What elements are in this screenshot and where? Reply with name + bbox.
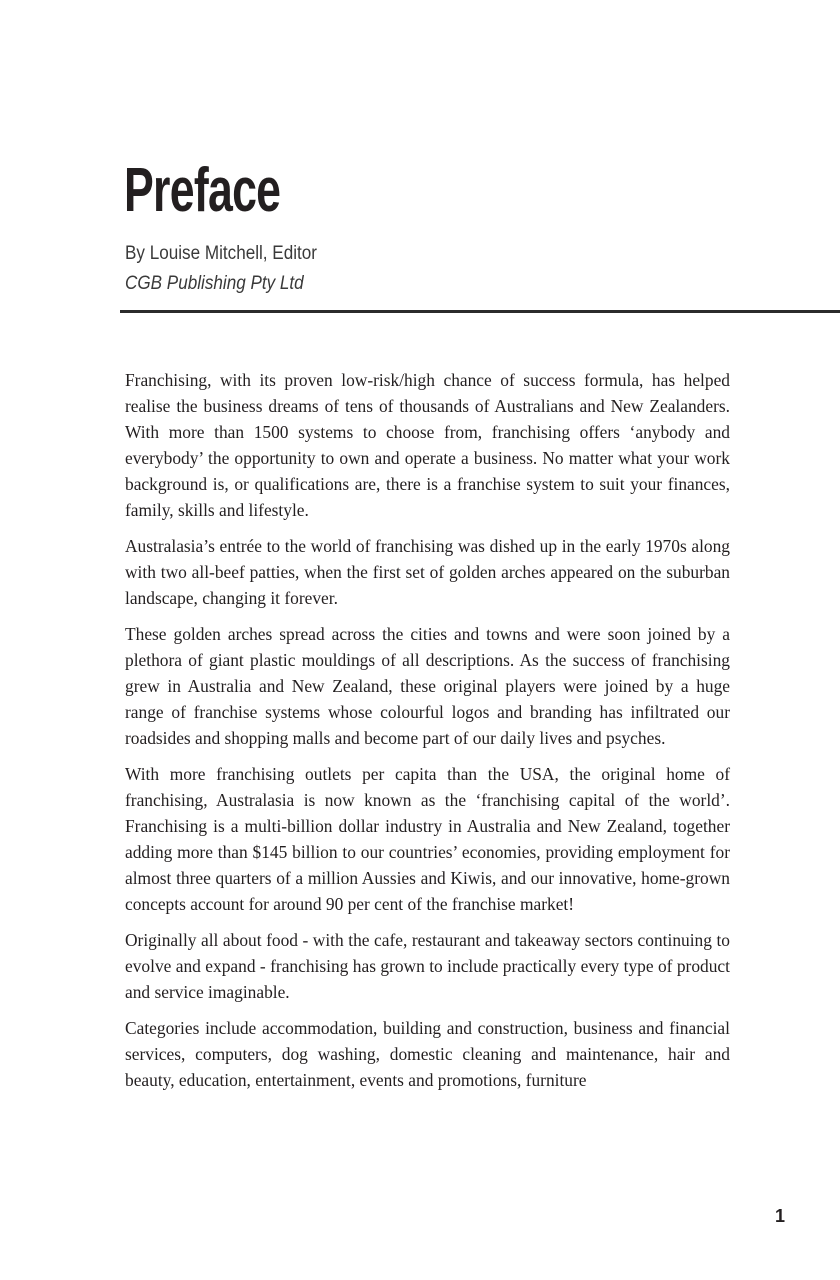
page-title: Preface <box>124 156 281 225</box>
publisher-name: CGB Publishing Pty Ltd <box>125 273 304 294</box>
paragraph: Australasia’s entrée to the world of franchising was dished up in the early 1970s along with two all-beef patties, when the first set of golden arches appeared on the suburban landscape, changing it forever. <box>125 536 730 608</box>
author-byline: By Louise Mitchell, Editor <box>125 243 317 264</box>
paragraph: These golden arches spread across the cities and towns and were soon joined by a plethora of giant plastic mouldings of all descriptions. As the success of franchising grew in Australia and New Zealand, these original players were joined by a huge range of franchise systems whose colourful logos and branding has infiltrated our roadsides and shopping malls and become part of our daily lives and psyches. <box>125 624 730 748</box>
paragraph: With more franchising outlets per capita than the USA, the original home of franchising, Australasia is now known as the ‘franchising capital of the world’. Franchising is a multi-billion dollar industry in Australia and New Zealand, together adding more than $145 billion to our countries’ economies, providing employment for almost three quarters of a million Aussies and Kiwis, and our innovative, home-grown concepts account for around 90 per cent of the franchise market! <box>125 764 730 914</box>
paragraph: Originally all about food - with the cafe, restaurant and takeaway sectors continuing to evolve and expand - franchising has grown to include practically every type of product and service imaginable. <box>125 930 730 1002</box>
body-text <box>125 367 730 1103</box>
header-divider <box>120 310 840 313</box>
paragraph: Categories include accommodation, building and construction, business and financial services, computers, dog washing, domestic cleaning and maintenance, hair and beauty, education, entertainment, events and promotions, furniture <box>125 1018 730 1090</box>
page-number: 1 <box>775 1206 786 1226</box>
paragraph: Franchising, with its proven low-risk/high chance of success formula, has helped realise the business dreams of tens of thousands of Australians and New Zealanders. With more than 1500 systems to choose from, franchising offers ‘anybody and everybody’ the opportunity to own and operate a business. No matter what your work background is, or qualifications are, there is a franchise system to suit your finances, family, skills and lifestyle. <box>125 370 730 520</box>
